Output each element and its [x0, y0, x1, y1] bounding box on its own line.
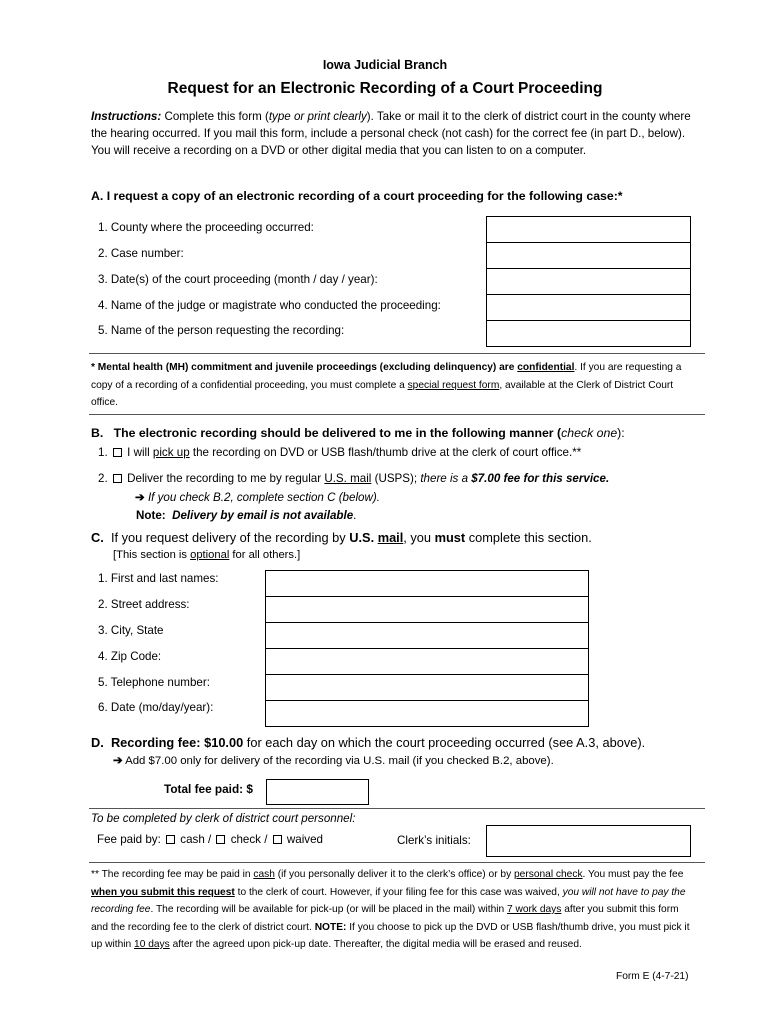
- clerk-initials-field[interactable]: [486, 825, 691, 857]
- waived-checkbox[interactable]: [273, 835, 282, 844]
- total-fee-field[interactable]: [266, 779, 369, 805]
- branch-name: Iowa Judicial Branch: [322, 58, 448, 72]
- check-checkbox[interactable]: [216, 835, 225, 844]
- clerk-heading: To be completed by clerk of district court personnel:: [91, 812, 356, 825]
- option-pickup: 1. I will pick up the recording on DVD or USB flash/thumb drive at the clerk of court office.**: [98, 446, 582, 459]
- clerk-initials-label: Clerk’s initials:: [397, 834, 471, 847]
- field-label: 1. County where the proceeding occurred:: [98, 221, 314, 234]
- pickup-checkbox[interactable]: [113, 448, 122, 457]
- city-state-field[interactable]: [265, 622, 589, 649]
- field-label: 3. Date(s) of the court proceeding (month / day / year):: [98, 273, 378, 286]
- field-label: 1. First and last names:: [98, 572, 219, 585]
- mail-checkbox[interactable]: [113, 474, 122, 483]
- proceeding-date-field[interactable]: [486, 268, 691, 295]
- section-b-heading: B. The electronic recording should be delivered to me in the following manner (check one):: [91, 426, 625, 440]
- email-note: Note: Delivery by email is not available.: [136, 509, 357, 522]
- divider: [89, 862, 705, 863]
- instructions: Instructions: Complete this form (type or print clearly). Take or mail it to the clerk of district court in the county where the hearing occurred. If you mail this form, include a personal check (not cash) for the correct fee (in part D., below). You will receive a recording on a DVD or other digital media that you can listen to on a computer.: [91, 110, 691, 157]
- cash-checkbox[interactable]: [166, 835, 175, 844]
- field-label: 6. Date (mo/day/year):: [98, 701, 214, 714]
- fee-paid-by: Fee paid by: cash / check / waived: [97, 833, 323, 846]
- arrow-icon: ➔: [113, 755, 123, 767]
- county-field[interactable]: [486, 216, 691, 243]
- street-address-field[interactable]: [265, 596, 589, 623]
- field-label: 2. Street address:: [98, 598, 190, 611]
- mail-arrow-note: ➔ If you check B.2, complete section C (below).: [135, 491, 380, 504]
- telephone-field[interactable]: [265, 674, 589, 701]
- section-c-heading: C. If you request delivery of the recording by U.S. mail, you must complete this section.: [91, 530, 592, 545]
- option-mail: 2. Deliver the recording to me by regular U.S. mail (USPS); there is a $7.00 fee for this service.: [98, 472, 610, 485]
- form-id: Form E (4-7-21): [616, 971, 689, 982]
- date-field[interactable]: [265, 700, 589, 727]
- divider: [89, 808, 705, 809]
- full-name-field[interactable]: [265, 570, 589, 597]
- judge-name-field[interactable]: [486, 294, 691, 321]
- field-label: 2. Case number:: [98, 247, 184, 260]
- zip-code-field[interactable]: [265, 648, 589, 675]
- divider: [89, 414, 705, 415]
- section-d-heading: D. Recording fee: $10.00 for each day on which the court proceeding occurred (see A.3, above).: [91, 735, 646, 750]
- mail-fee-note: ➔ Add $7.00 only for delivery of the recording via U.S. mail (if you checked B.2, above).: [113, 755, 554, 767]
- confidential-note: * Mental health (MH) commitment and juvenile proceedings (excluding delinquency) are confidential. If you are requesting a copy of a recording of a confidential proceeding, you must complete a special request form, available at the Clerk of District Court office.: [91, 362, 682, 408]
- field-label: 3. City, State: [98, 624, 164, 637]
- divider: [89, 353, 705, 354]
- field-label: 5. Name of the person requesting the recording:: [98, 324, 345, 337]
- case-number-field[interactable]: [486, 242, 691, 269]
- section-c-subheading: [This section is optional for all others.]: [113, 549, 301, 561]
- field-label: 4. Zip Code:: [98, 650, 162, 663]
- field-label: 4. Name of the judge or magistrate who conducted the proceeding:: [98, 299, 441, 312]
- requester-name-field[interactable]: [486, 320, 691, 347]
- field-label: 5. Telephone number:: [98, 676, 210, 689]
- fee-footnote: ** The recording fee may be paid in cash (if you personally deliver it to the clerk’s office) or by personal check. You must pay the fee when you submit this request to the clerk of court. However, if your filing fee for this case was waived, you will not have to pay the recording fee. The recording will be available for pick-up (or will be placed in the mail) within 7 work days after you submit this form and the recording fee to the clerk of district court. NOTE: If you choose to pick up the DVD or USB flash/thumb drive, you must pick it up within 10 days after the agreed upon pick-up date. Thereafter, the digital media will be erased and reused.: [91, 869, 690, 950]
- section-a-heading: A. I request a copy of an electronic recording of a court proceeding for the following case:*: [91, 189, 623, 203]
- total-fee-label: Total fee paid: $: [164, 782, 253, 796]
- arrow-icon: ➔: [135, 491, 145, 504]
- page-title: Request for an Electronic Recording of a Court Proceeding: [167, 80, 603, 97]
